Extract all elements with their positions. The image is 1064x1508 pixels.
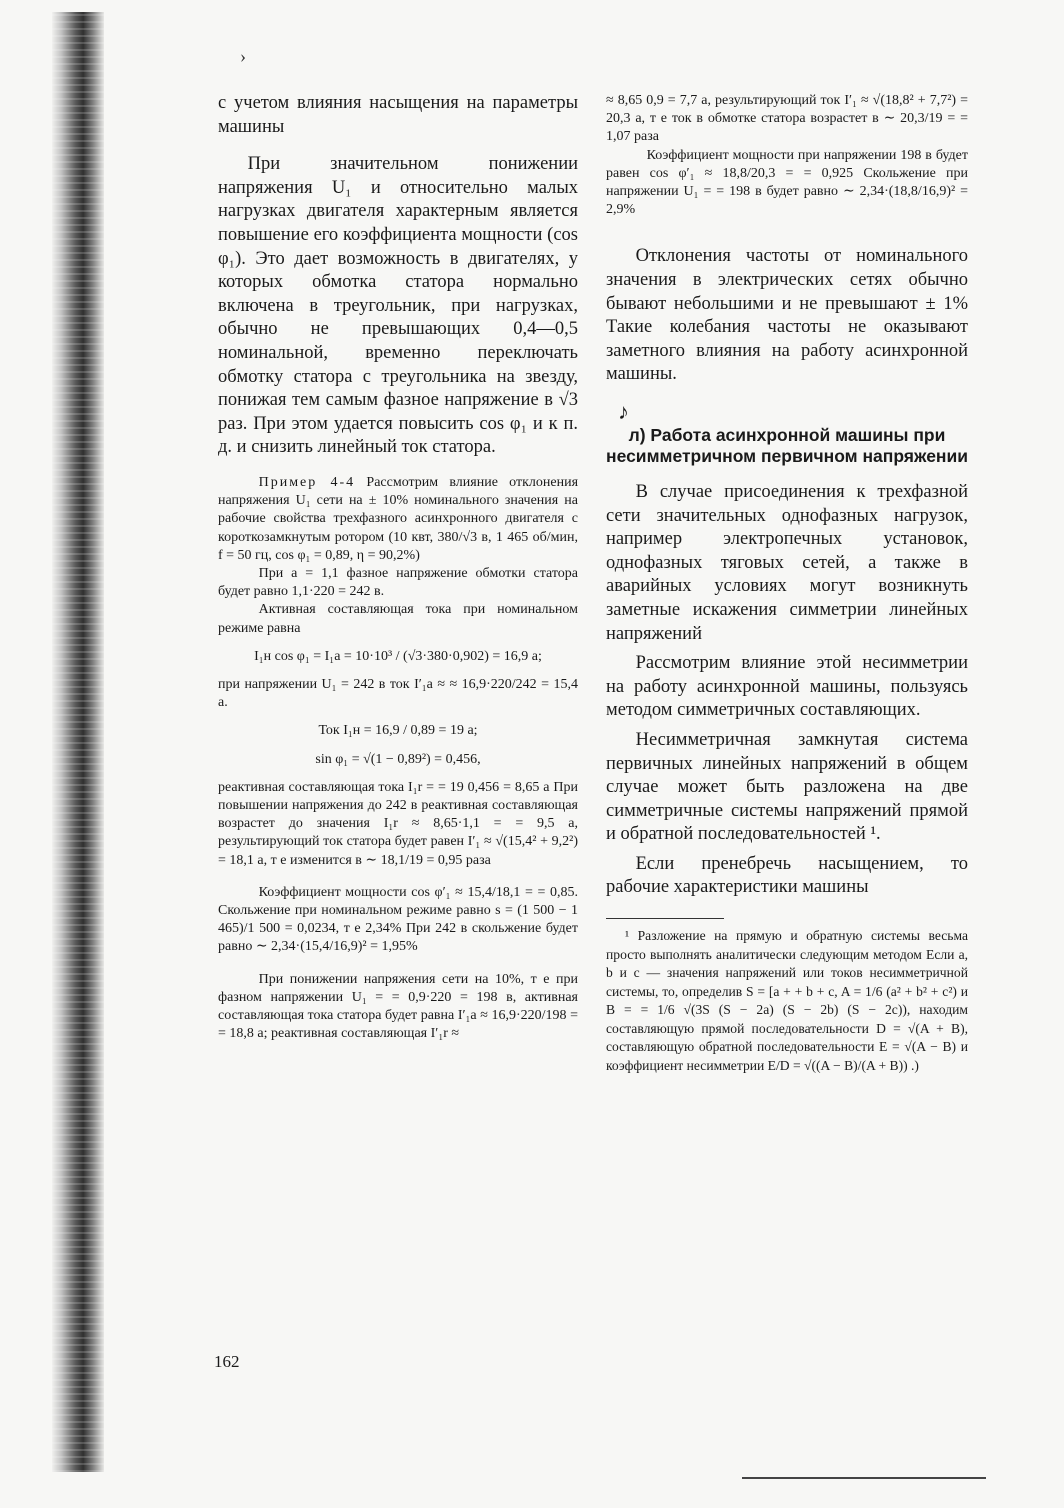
formula: Ток I₁н = 16,9 / 0,89 = 19 а; [318, 723, 478, 739]
formula: sin φ₁ = √(1 − 0,89²) = 0,456, [315, 751, 481, 767]
paragraph: Коэффициент мощности cos φ′₁ ≈ 15,4/18,1 = = 0,85. Скольжение при номинальном режиме равно s = (1 500 − 1 465)/1 500 = 0,0234, т е 2,34% При 242 в скольжение будет равно ∼ 2,34·(15,4/16,9)² = 1,95% [218, 884, 578, 955]
paragraph: При a = 1,1 фазное напряжение обмотки статора будет равно 1,1·220 = 242 в. [218, 565, 578, 600]
page-number: 162 [214, 1352, 240, 1371]
book-spine-shadow [52, 12, 104, 1472]
paragraph: Активная составляющая тока при номинальном режиме равна [218, 602, 578, 636]
paragraph: Отклонения частоты от номинального значения в электрических сетях обычно бывают небольшими и не превышают ± 1% Такие колебания частоты не оказывают заметного влияния на работу асинхронной машины. [606, 246, 968, 385]
example-paragraph [218, 474, 578, 565]
paragraph: Рассмотрим влияние этой несимметрии на работу асинхронной машины, пользуясь методом симметричных составляющих. [606, 653, 968, 721]
formula: I₁н cos φ₁ = I₁а = 10·10³ / (√3·380·0,902) = 16,9 а; [254, 648, 542, 664]
paragraph: с учетом влияния насыщения на параметры машины [218, 93, 578, 137]
example-label: Пример 4-4 [258, 474, 356, 490]
paragraph: При значительном понижении напряжения U₁ и относительно малых нагрузках двигателя характерным является повышение его коэффициента мощности (cos φ₁). Это дает возможность в двигателях, у которых обмотка статора нормально включена в треугольник, при нагрузках, обычно не превышающих 0,4—0,5 номинальной, временно переключать обмотку статора с треугольника на звезду, понижая тем самым фазное напряжение в √3 раз. При этом удается повысить cos φ₁ и к п. д. и снизить линейный ток статора. [218, 154, 578, 458]
footnote: ¹ Разложение на прямую и обратную системы весьма просто выполнять аналитически следующим методом Если a, b и c — значения напряжений или токов несимметричной системы, то, определив S = [a + + b + c, A = 1/6 (a² + b² + c²) и B = = 1/6 √(3S (S − 2a) (S − 2b) (S − 2c)), находим составляющую прямой последовательности D = √(A + B), составляющую обратной последовательности E = √(A − B) и коэффициент несимметрии E/D = √((A − B)/(A + B)) .) [606, 928, 968, 1073]
paragraph: при напряжении U₁ = 242 в ток I′₁а ≈ ≈ 16,9·220/242 = 15,4 а. [218, 676, 578, 711]
paragraph: Если пренебречь насыщением, то рабочие характеристики машины [606, 853, 968, 898]
example-text: Рассмотрим влияние отклонения напряжения U₁ сети на ± 10% номинального значения на рабочие свойства трехфазного асинхронного двигателя с короткозамкнутым ротором (10 квт, 380/√3 в, 1 465 об/мин, f = 50 гц, cos φ₁ = 0,89, η = 90,2%) [218, 474, 579, 563]
footnote-rule [606, 918, 724, 919]
paragraph: В случае присоединения к трехфазной сети значительных однофазных нагрузок, например электропечных установок, однофазных тяговых сетей, а также в аварийных условиях могут возникнуть заметные искажения симметрии линейных напряжений [606, 481, 968, 644]
paragraph: реактивная составляющая тока I₁r = = 19 0,456 = 8,65 а При повышении напряжения до 242 в реактивная составляющая возрастет до значения I₁r ≈ 8,65·1,1 = = 9,5 а, результирующий ток статора будет равен I′₁ ≈ √(15,4² + 9,2²) = 18,1 а, т е изменится в ∼ 18,1/19 = 0,95 раза [218, 779, 578, 868]
left-column [218, 92, 578, 1043]
paragraph: При понижении напряжения сети на 10%, т е при фазном напряжении U₁ = = 0,9·220 = 198 в, активная составляющая тока статора будет равна I′₁а ≈ 16,9·220/198 = = 18,8 а; реактивная составляющая I′₁r ≈ [218, 971, 578, 1042]
section-heading: л) Работа асинхронной машины при несимметричном первичном напряжении [606, 424, 969, 466]
scan-mark: › [240, 46, 246, 66]
paragraph: ≈ 8,65 0,9 = 7,7 а, результирующий ток I′₁ ≈ √(18,8² + 7,7²) = 20,3 а, т е ток в обмотке статора возрастет в ∼ 20,3/19 = = 1,07 раза [606, 93, 968, 145]
right-column [606, 92, 968, 1075]
paragraph: Несимметричная замкнутая система первичных линейных напряжений в общем случае может быть разложена на две симметричные системы напряжений прямой и обратной последовательностей ¹. [606, 729, 968, 845]
paragraph: Коэффициент мощности при напряжении 198 в будет равен cos φ′₁ ≈ 18,8/20,3 = = 0,925 Скольжение при напряжении U₁ = = 198 в будет равно ∼ 2,34·(18,8/16,9)² = 2,9% [606, 147, 968, 218]
scan-mark: ♪ [618, 398, 629, 424]
bottom-rule [742, 1477, 986, 1479]
